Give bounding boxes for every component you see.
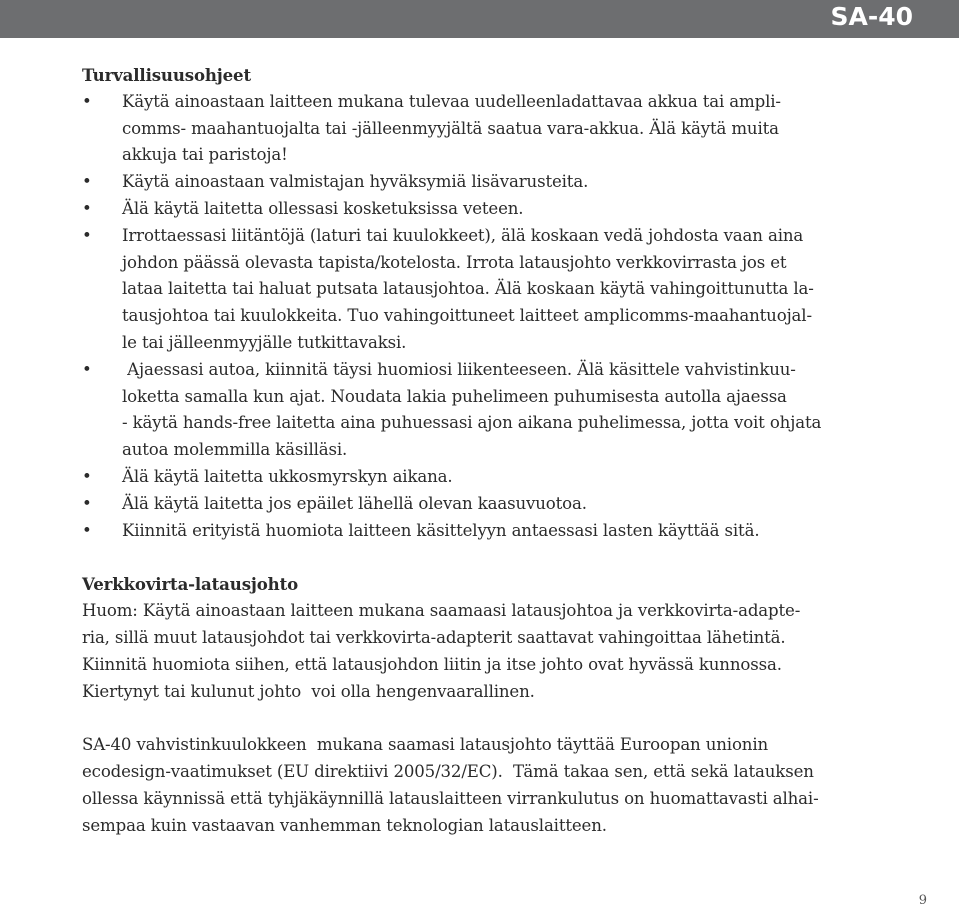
- document-body: [82, 62, 882, 840]
- safety-item: • Älä käytä laitetta ukkosmyrskyn aikana.: [82, 464, 882, 491]
- safety-item: • Älä käytä laitetta ollessasi kosketuksissa veteen.: [82, 196, 882, 223]
- charger-paragraph-2: SA-40 vahvistinkuulokkeen mukana saamasi latausjohto täyttää Euroopan unionin ecodesign-vaatimukset (EU direktiivi 2005/32/EC). Tämä takaa sen, että sekä latauksen ollessa käynnissä että tyhjäkäynnillä latauslaitteen virrankulutus on huomattavasti alhai- sempaa kuin vastaavan vanhemman teknologian latauslaitteen.: [82, 735, 819, 835]
- safety-item: • Irrottaessasi liitäntöjä (laturi tai kuulokkeet), älä koskaan vedä johdosta vaan aina johdon päässä olevasta tapista/kotelosta. Irrota latausjohto verkkovirrasta jos et lataa laitetta tai haluat putsata latausjohtoa. Älä koskaan käytä vahingoittunutta la- tausjohtoa tai kuulokkeita. Tuo vahingoittuneet laitteet amplicomms-maahantuojal- le tai jälleenmyyjälle tutkittavaksi.: [82, 223, 882, 357]
- safety-item: • Käytä ainoastaan valmistajan hyväksymiä lisävarusteita.: [82, 169, 882, 196]
- safety-item: • Käytä ainoastaan laitteen mukana tulevaa uudelleenladattavaa akkua tai ampli- comms- maahantuojalta tai -jälleenmyyjältä saatua vara-akkua. Älä käytä muita akkuja tai paristoja!: [82, 89, 882, 169]
- safety-heading: Turvallisuusohjeet: [82, 65, 251, 85]
- charger-heading: Verkkovirta-latausjohto: [82, 574, 299, 595]
- safety-item: • Älä käytä laitetta jos epäilet lähellä olevan kaasuvuotoa.: [82, 491, 882, 518]
- model-name: SA-40: [830, 2, 913, 31]
- page-number: 9: [918, 893, 927, 908]
- header-bar: [0, 0, 959, 38]
- safety-item: • Kiinnitä erityistä huomiota laitteen käsittelyyn antaessasi lasten käyttää sitä.: [82, 518, 882, 545]
- safety-item: • Ajaessasi autoa, kiinnitä täysi huomiosi liikenteeseen. Älä käsittele vahvistinkuu- loketta samalla kun ajat. Noudata lakia puhelimeen puhumisesta autolla ajaessa - käytä hands-free laitetta aina puhuessasi ajon aikana puhelimessa, jotta voit ohjata autoa molemmilla käsilläsi.: [82, 357, 882, 464]
- safety-list: [82, 89, 882, 545]
- charger-paragraph-1: Huom: Käytä ainoastaan laitteen mukana saamaasi latausjohtoa ja verkkovirta-adapte- ria, sillä muut latausjohdot tai verkkovirta-adapterit saattavat vahingoittaa lähetintä. Kiinnitä huomiota siihen, että latausjohdon liitin ja itse johto ovat hyvässä kunnossa. Kiertynyt tai kulunut johto voi olla hengenvaarallinen.: [82, 601, 801, 701]
